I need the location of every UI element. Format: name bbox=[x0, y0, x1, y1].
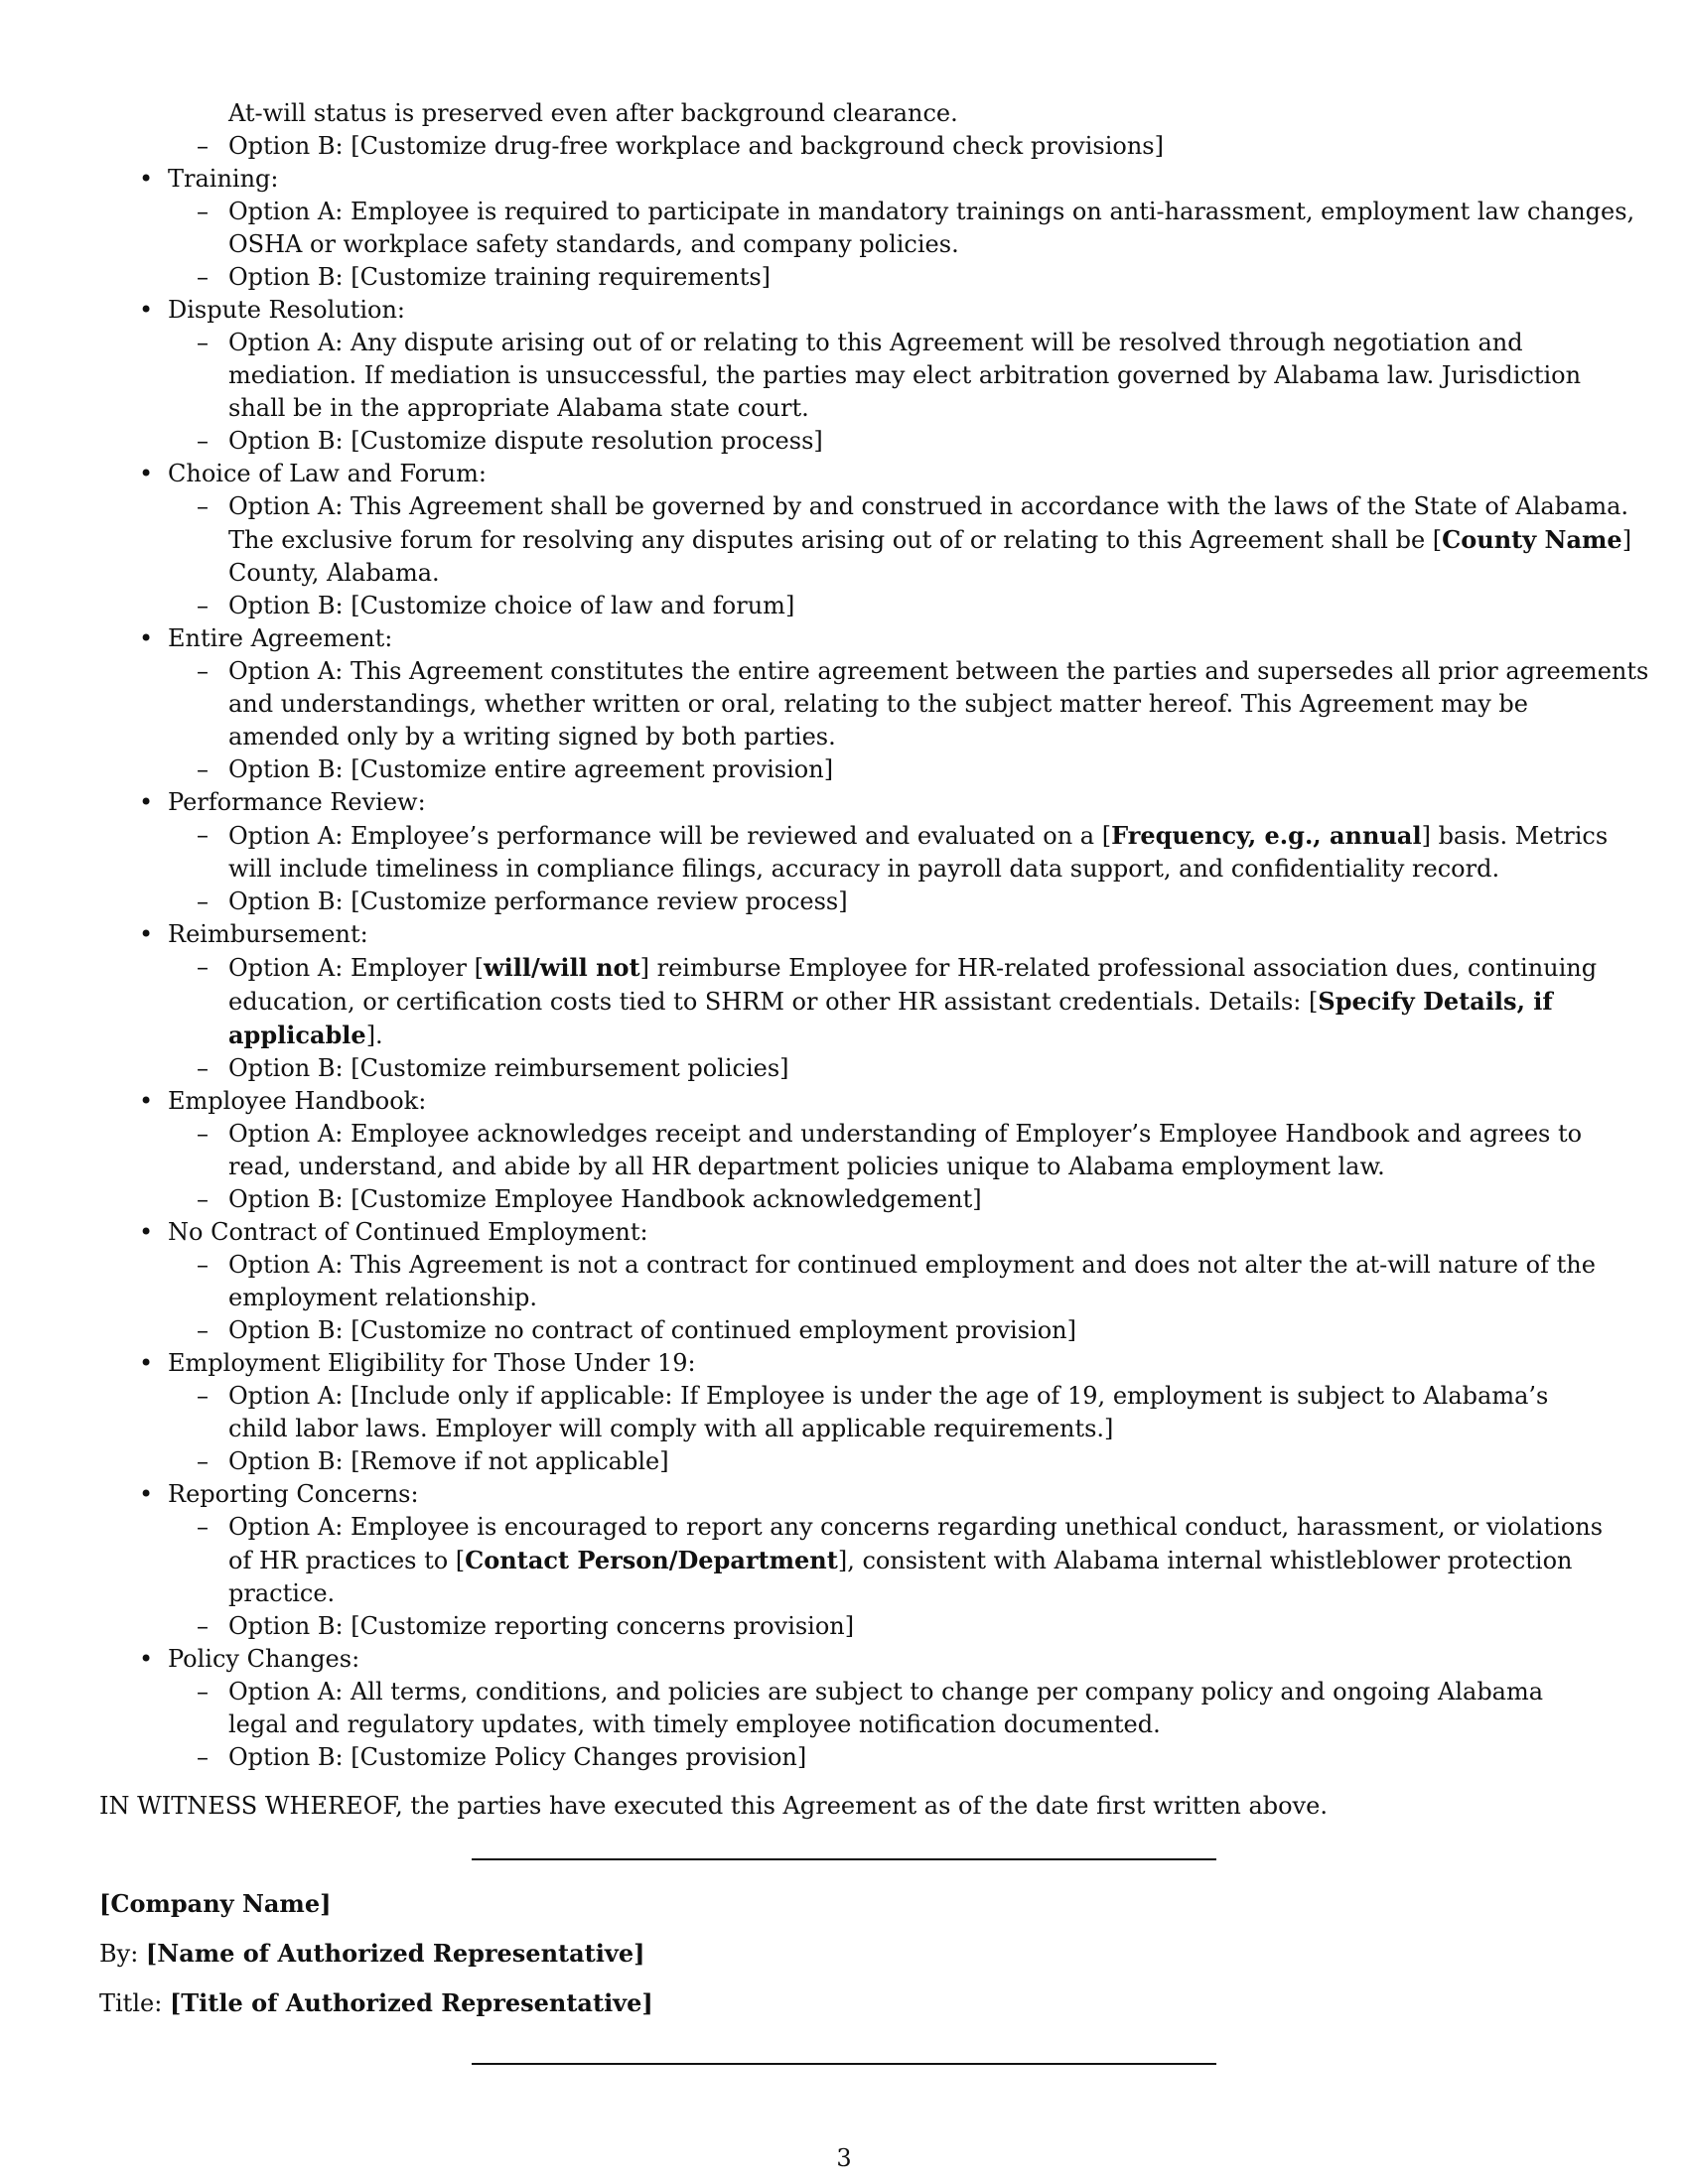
dash-icon: – bbox=[197, 1447, 209, 1475]
signer-title: Title: [Title of Authorized Representative] bbox=[99, 1988, 653, 2017]
option-continuation bbox=[99, 688, 1589, 721]
line-text: education, or certification costs tied to SHRM or other HR assistant credentials. Details: [ bbox=[228, 988, 1319, 1016]
option-item bbox=[99, 753, 1589, 786]
dash-icon: – bbox=[197, 1678, 209, 1706]
signer-by: By: [Name of Authorized Representative] bbox=[99, 1939, 645, 1968]
dash-icon: – bbox=[197, 1251, 209, 1279]
option-item bbox=[99, 1445, 1589, 1478]
line-text: Option A: This Agreement shall be governed by and construed in accordance with the laws of the State of Alabama. bbox=[228, 492, 1629, 520]
bullet-icon: • bbox=[139, 165, 154, 193]
option-item bbox=[99, 327, 1589, 359]
option-item bbox=[99, 1314, 1589, 1347]
line-text: No Contract of Continued Employment: bbox=[168, 1218, 648, 1246]
option-item bbox=[99, 886, 1589, 918]
bullet-icon: • bbox=[139, 1349, 154, 1377]
section-heading bbox=[99, 918, 1589, 951]
option-item bbox=[99, 819, 1609, 853]
section-heading bbox=[99, 163, 1589, 196]
option-item bbox=[99, 655, 1649, 688]
option-continuation bbox=[99, 1544, 1589, 1577]
company-name: [Company Name] bbox=[99, 1889, 332, 1918]
line-text: Employee Handbook: bbox=[168, 1087, 427, 1115]
dash-icon: – bbox=[197, 887, 209, 915]
option-item bbox=[99, 261, 1589, 294]
option-item bbox=[99, 130, 1589, 163]
option-item bbox=[99, 1741, 1589, 1774]
option-item bbox=[99, 1380, 1589, 1413]
dash-icon: – bbox=[197, 1382, 209, 1410]
line-text: Option A: Any dispute arising out of or relating to this Agreement will be resolved through negotiation and bbox=[228, 329, 1523, 356]
line-text: Option B: [Customize reporting concerns provision] bbox=[228, 1612, 855, 1640]
line-text: The exclusive forum for resolving any disputes arising out of or relating to this Agreement shall be [ bbox=[228, 526, 1443, 554]
option-continuation bbox=[99, 985, 1589, 1019]
line-text: Option B: [Customize no contract of continued employment provision] bbox=[228, 1316, 1076, 1344]
dash-icon: – bbox=[197, 1612, 209, 1640]
dash-icon: – bbox=[197, 953, 209, 981]
option-continuation bbox=[99, 392, 1589, 425]
placeholder-field: will/will not bbox=[483, 953, 640, 982]
section-heading bbox=[99, 1347, 1589, 1380]
line-text: Employment Eligibility for Those Under 19: bbox=[168, 1349, 696, 1377]
line-text: legal and regulatory updates, with timely employee notification documented. bbox=[228, 1710, 1161, 1738]
dash-icon: – bbox=[197, 1743, 209, 1771]
dash-icon: – bbox=[197, 821, 209, 849]
line-text: mediation. If mediation is unsuccessful, the parties may elect arbitration governed by Alabama law. Jurisdiction bbox=[228, 361, 1582, 389]
signature-line-top bbox=[472, 1858, 1216, 1860]
line-text: Option A: Employee’s performance will be reviewed and evaluated on a [ bbox=[228, 822, 1112, 850]
line-text: Performance Review: bbox=[168, 788, 426, 816]
option-continuation bbox=[99, 853, 1589, 886]
option-continuation bbox=[99, 359, 1589, 392]
line-text: Option B: [Customize training requirements] bbox=[228, 263, 772, 291]
line-text: Training: bbox=[168, 165, 279, 193]
option-continuation bbox=[99, 523, 1632, 557]
dash-icon: – bbox=[197, 1185, 209, 1213]
line-text: Option B: [Customize dispute resolution process] bbox=[228, 427, 823, 455]
line-text: child labor laws. Employer will comply with all applicable requirements.] bbox=[228, 1415, 1114, 1442]
option-item bbox=[99, 1249, 1596, 1282]
bullet-icon: • bbox=[139, 788, 154, 816]
section-heading bbox=[99, 294, 1589, 327]
line-text: of HR practices to [ bbox=[228, 1547, 466, 1574]
line-text: OSHA or workplace safety standards, and company policies. bbox=[228, 230, 959, 258]
option-item bbox=[99, 951, 1598, 985]
bullet-icon: • bbox=[139, 920, 154, 948]
line-text: employment relationship. bbox=[228, 1284, 538, 1311]
line-text: Option A: Employee acknowledges receipt and understanding of Employer’s Employee Handbook and agrees to bbox=[228, 1120, 1583, 1148]
placeholder-field: Frequency, e.g., annual bbox=[1111, 821, 1422, 850]
section-heading bbox=[99, 622, 1589, 655]
section-heading bbox=[99, 1643, 1589, 1676]
line-text-after: ] bbox=[1621, 526, 1632, 554]
bullet-icon: • bbox=[139, 296, 154, 324]
dash-icon: – bbox=[197, 132, 209, 160]
dash-icon: – bbox=[197, 263, 209, 291]
option-item bbox=[99, 1610, 1589, 1643]
line-text: Option B: [Customize entire agreement provision] bbox=[228, 755, 834, 783]
line-text: Option B: [Customize Policy Changes provision] bbox=[228, 1743, 807, 1771]
line-text-after: ]. bbox=[365, 1022, 383, 1049]
option-continuation bbox=[99, 228, 1589, 261]
line-text: County, Alabama. bbox=[228, 559, 440, 587]
bullet-icon: • bbox=[139, 1645, 154, 1673]
bullet-icon: • bbox=[139, 1480, 154, 1508]
placeholder-field: County Name bbox=[1442, 525, 1622, 554]
dash-icon: – bbox=[197, 329, 209, 356]
placeholder-field: applicable bbox=[228, 1021, 366, 1049]
line-text: Option B: [Customize reimbursement policies] bbox=[228, 1054, 789, 1082]
option-item bbox=[99, 490, 1629, 523]
line-text: Option A: Employee is required to participate in mandatory trainings on anti-harassment, employment law changes, bbox=[228, 198, 1635, 225]
option-continuation bbox=[99, 1019, 1589, 1052]
line-text: Choice of Law and Forum: bbox=[168, 460, 487, 487]
placeholder-field: Specify Details, if bbox=[1318, 987, 1553, 1016]
line-text-after: ], consistent with Alabama internal whistleblower protection bbox=[837, 1547, 1573, 1574]
section-heading bbox=[99, 786, 1589, 819]
section-heading bbox=[99, 1216, 1589, 1249]
line-text-after: ] reimburse Employee for HR-related professional association dues, continuing bbox=[639, 954, 1598, 982]
line-text: Option A: [Include only if applicable: If Employee is under the age of 19, employment is subject to Alabama’s bbox=[228, 1382, 1549, 1410]
line-text: Reimbursement: bbox=[168, 920, 368, 948]
option-item bbox=[99, 590, 1589, 622]
line-text: Entire Agreement: bbox=[168, 624, 393, 652]
line-text: Dispute Resolution: bbox=[168, 296, 406, 324]
placeholder-field: Contact Person/Department bbox=[465, 1546, 838, 1574]
option-continuation bbox=[99, 1151, 1589, 1183]
line-text: At-will status is preserved even after background clearance. bbox=[228, 99, 958, 127]
line-text: amended only by a writing signed by both parties. bbox=[228, 723, 836, 751]
line-text: Option A: Employee is encouraged to report any concerns regarding unethical conduct, harassment, or violations bbox=[228, 1513, 1604, 1541]
line-text-after: ] basis. Metrics bbox=[1421, 822, 1609, 850]
option-continuation bbox=[99, 1282, 1589, 1314]
line-text: shall be in the appropriate Alabama state court. bbox=[228, 394, 809, 422]
line-text: Reporting Concerns: bbox=[168, 1480, 419, 1508]
dash-icon: – bbox=[197, 657, 209, 685]
line-text: Policy Changes: bbox=[168, 1645, 360, 1673]
option-item bbox=[99, 1183, 1589, 1216]
line-text: will include timeliness in compliance filings, accuracy in payroll data support, and confidentiality record. bbox=[228, 855, 1500, 883]
witness-line: IN WITNESS WHEREOF, the parties have executed this Agreement as of the date first written above. bbox=[99, 1792, 1328, 1820]
option-continuation bbox=[99, 1708, 1589, 1741]
line-text: Option B: [Customize choice of law and forum] bbox=[228, 592, 795, 619]
option-continuation bbox=[99, 721, 1589, 753]
option-item bbox=[99, 196, 1635, 228]
option-item bbox=[99, 1118, 1589, 1151]
dash-icon: – bbox=[197, 492, 209, 520]
line-text: Option A: Employer [ bbox=[228, 954, 484, 982]
dash-icon: – bbox=[197, 1316, 209, 1344]
option-continuation bbox=[99, 1577, 1589, 1610]
line-text: Option B: [Remove if not applicable] bbox=[228, 1447, 669, 1475]
page-number: 3 bbox=[836, 2144, 852, 2172]
bullet-icon: • bbox=[139, 460, 154, 487]
bullet-icon: • bbox=[139, 624, 154, 652]
dash-icon: – bbox=[197, 1120, 209, 1148]
option-item bbox=[99, 425, 1589, 458]
section-heading bbox=[99, 1085, 1589, 1118]
dash-icon: – bbox=[197, 1513, 209, 1541]
option-continuation bbox=[99, 97, 1589, 130]
section-heading bbox=[99, 458, 1589, 490]
dash-icon: – bbox=[197, 198, 209, 225]
option-item bbox=[99, 1676, 1589, 1708]
option-item bbox=[99, 1511, 1604, 1544]
dash-icon: – bbox=[197, 427, 209, 455]
line-text: Option B: [Customize performance review process] bbox=[228, 887, 848, 915]
bullet-icon: • bbox=[139, 1087, 154, 1115]
line-text: read, understand, and abide by all HR department policies unique to Alabama employment law. bbox=[228, 1153, 1385, 1180]
option-continuation bbox=[99, 557, 1589, 590]
document-body bbox=[99, 97, 1649, 1774]
line-text: Option A: This Agreement is not a contract for continued employment and does not alter the at-will nature of the bbox=[228, 1251, 1596, 1279]
option-continuation bbox=[99, 1413, 1589, 1445]
line-text: practice. bbox=[228, 1579, 336, 1607]
dash-icon: – bbox=[197, 592, 209, 619]
bullet-icon: • bbox=[139, 1218, 154, 1246]
option-item bbox=[99, 1052, 1589, 1085]
section-heading bbox=[99, 1478, 1589, 1511]
signature-line-bottom bbox=[472, 2063, 1216, 2065]
line-text: Option B: [Customize drug-free workplace and background check provisions] bbox=[228, 132, 1164, 160]
line-text: Option A: This Agreement constitutes the entire agreement between the parties and supersedes all prior agreements bbox=[228, 657, 1649, 685]
line-text: Option B: [Customize Employee Handbook acknowledgement] bbox=[228, 1185, 982, 1213]
line-text: and understandings, whether written or oral, relating to the subject matter hereof. This Agreement may be bbox=[228, 690, 1528, 718]
dash-icon: – bbox=[197, 1054, 209, 1082]
line-text: Option A: All terms, conditions, and policies are subject to change per company policy and ongoing Alabama bbox=[228, 1678, 1544, 1706]
dash-icon: – bbox=[197, 755, 209, 783]
